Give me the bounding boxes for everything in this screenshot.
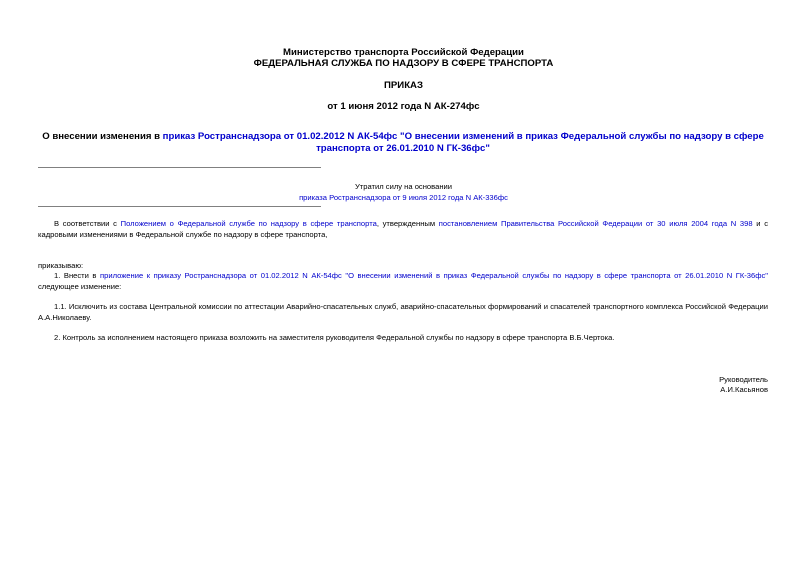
- document-subject: [38, 131, 768, 155]
- signature-title: Руководитель: [719, 375, 768, 384]
- subject-link[interactable]: приказ Ространснадзора от 01.02.2012 N АК-54фс "О внесении изменений в приказ Федеральной службы по надзору в сфере транспорта от 26.01.2010 N ГК-36фс": [162, 131, 764, 154]
- document-date-number: от 1 июня 2012 года N АК-274фс: [327, 101, 480, 112]
- document-type: ПРИКАЗ: [384, 80, 423, 91]
- appendix-link[interactable]: приложение к приказу Ространснадзора от 01.02.2012 N АК-54фс "О внесении изменений в приказ Федеральной службы по надзору в сфере транспорта от 26.01.2010 N ГК-36фс": [100, 271, 768, 280]
- government-decree-link[interactable]: постановлением Правительства Российской Федерации от 30 июля 2004 года N 398: [438, 219, 753, 228]
- preamble-text-2: , утвержденным: [376, 219, 439, 228]
- item-1-1-text: 1.1. Исключить из состава Центральной комиссии по аттестации Аварийно-спасательных служб, аварийно-спасательных формирований и спасателей транспортного комплекса Российской Федерации А.А.Николаеву.: [38, 302, 768, 322]
- separator-rule-2: [38, 206, 321, 207]
- item-1-1-paragraph: [38, 301, 768, 323]
- ministry-name: Министерство транспорта Российской Федерации: [283, 47, 524, 58]
- preamble-text-3: и с кадровыми изменениями в Федеральной службе по надзору в сфере транспорта,: [38, 219, 768, 239]
- status-line: Утратил силу на основании: [354, 182, 453, 191]
- item-2-paragraph: [38, 332, 768, 343]
- regulation-link[interactable]: Положением о Федеральной службе по надзору в сфере транспорта: [120, 219, 377, 228]
- signature-name: А.И.Касьянов: [720, 385, 768, 394]
- item-1-paragraph: [38, 270, 768, 292]
- preamble-text-1: В соответствии с: [54, 219, 121, 228]
- preamble-paragraph: [38, 218, 768, 240]
- service-name: ФЕДЕРАЛЬНАЯ СЛУЖБА ПО НАДЗОРУ В СФЕРЕ ТРАНСПОРТА: [253, 58, 554, 69]
- status-link[interactable]: приказа Ространснадзора от 9 июля 2012 года N АК-336фс: [299, 193, 508, 202]
- separator-rule: [38, 167, 321, 168]
- item-2-text: 2. Контроль за исполнением настоящего приказа возложить на заместителя руководителя Федеральной службы по надзору в сфере транспорта В.Б.Чертока.: [54, 333, 615, 342]
- subject-prefix: О внесении изменения в: [42, 131, 163, 142]
- item-1-text-2: следующее изменение:: [38, 282, 122, 291]
- item-1-text-1: 1. Внести в: [54, 271, 100, 280]
- order-word: приказываю:: [38, 261, 84, 270]
